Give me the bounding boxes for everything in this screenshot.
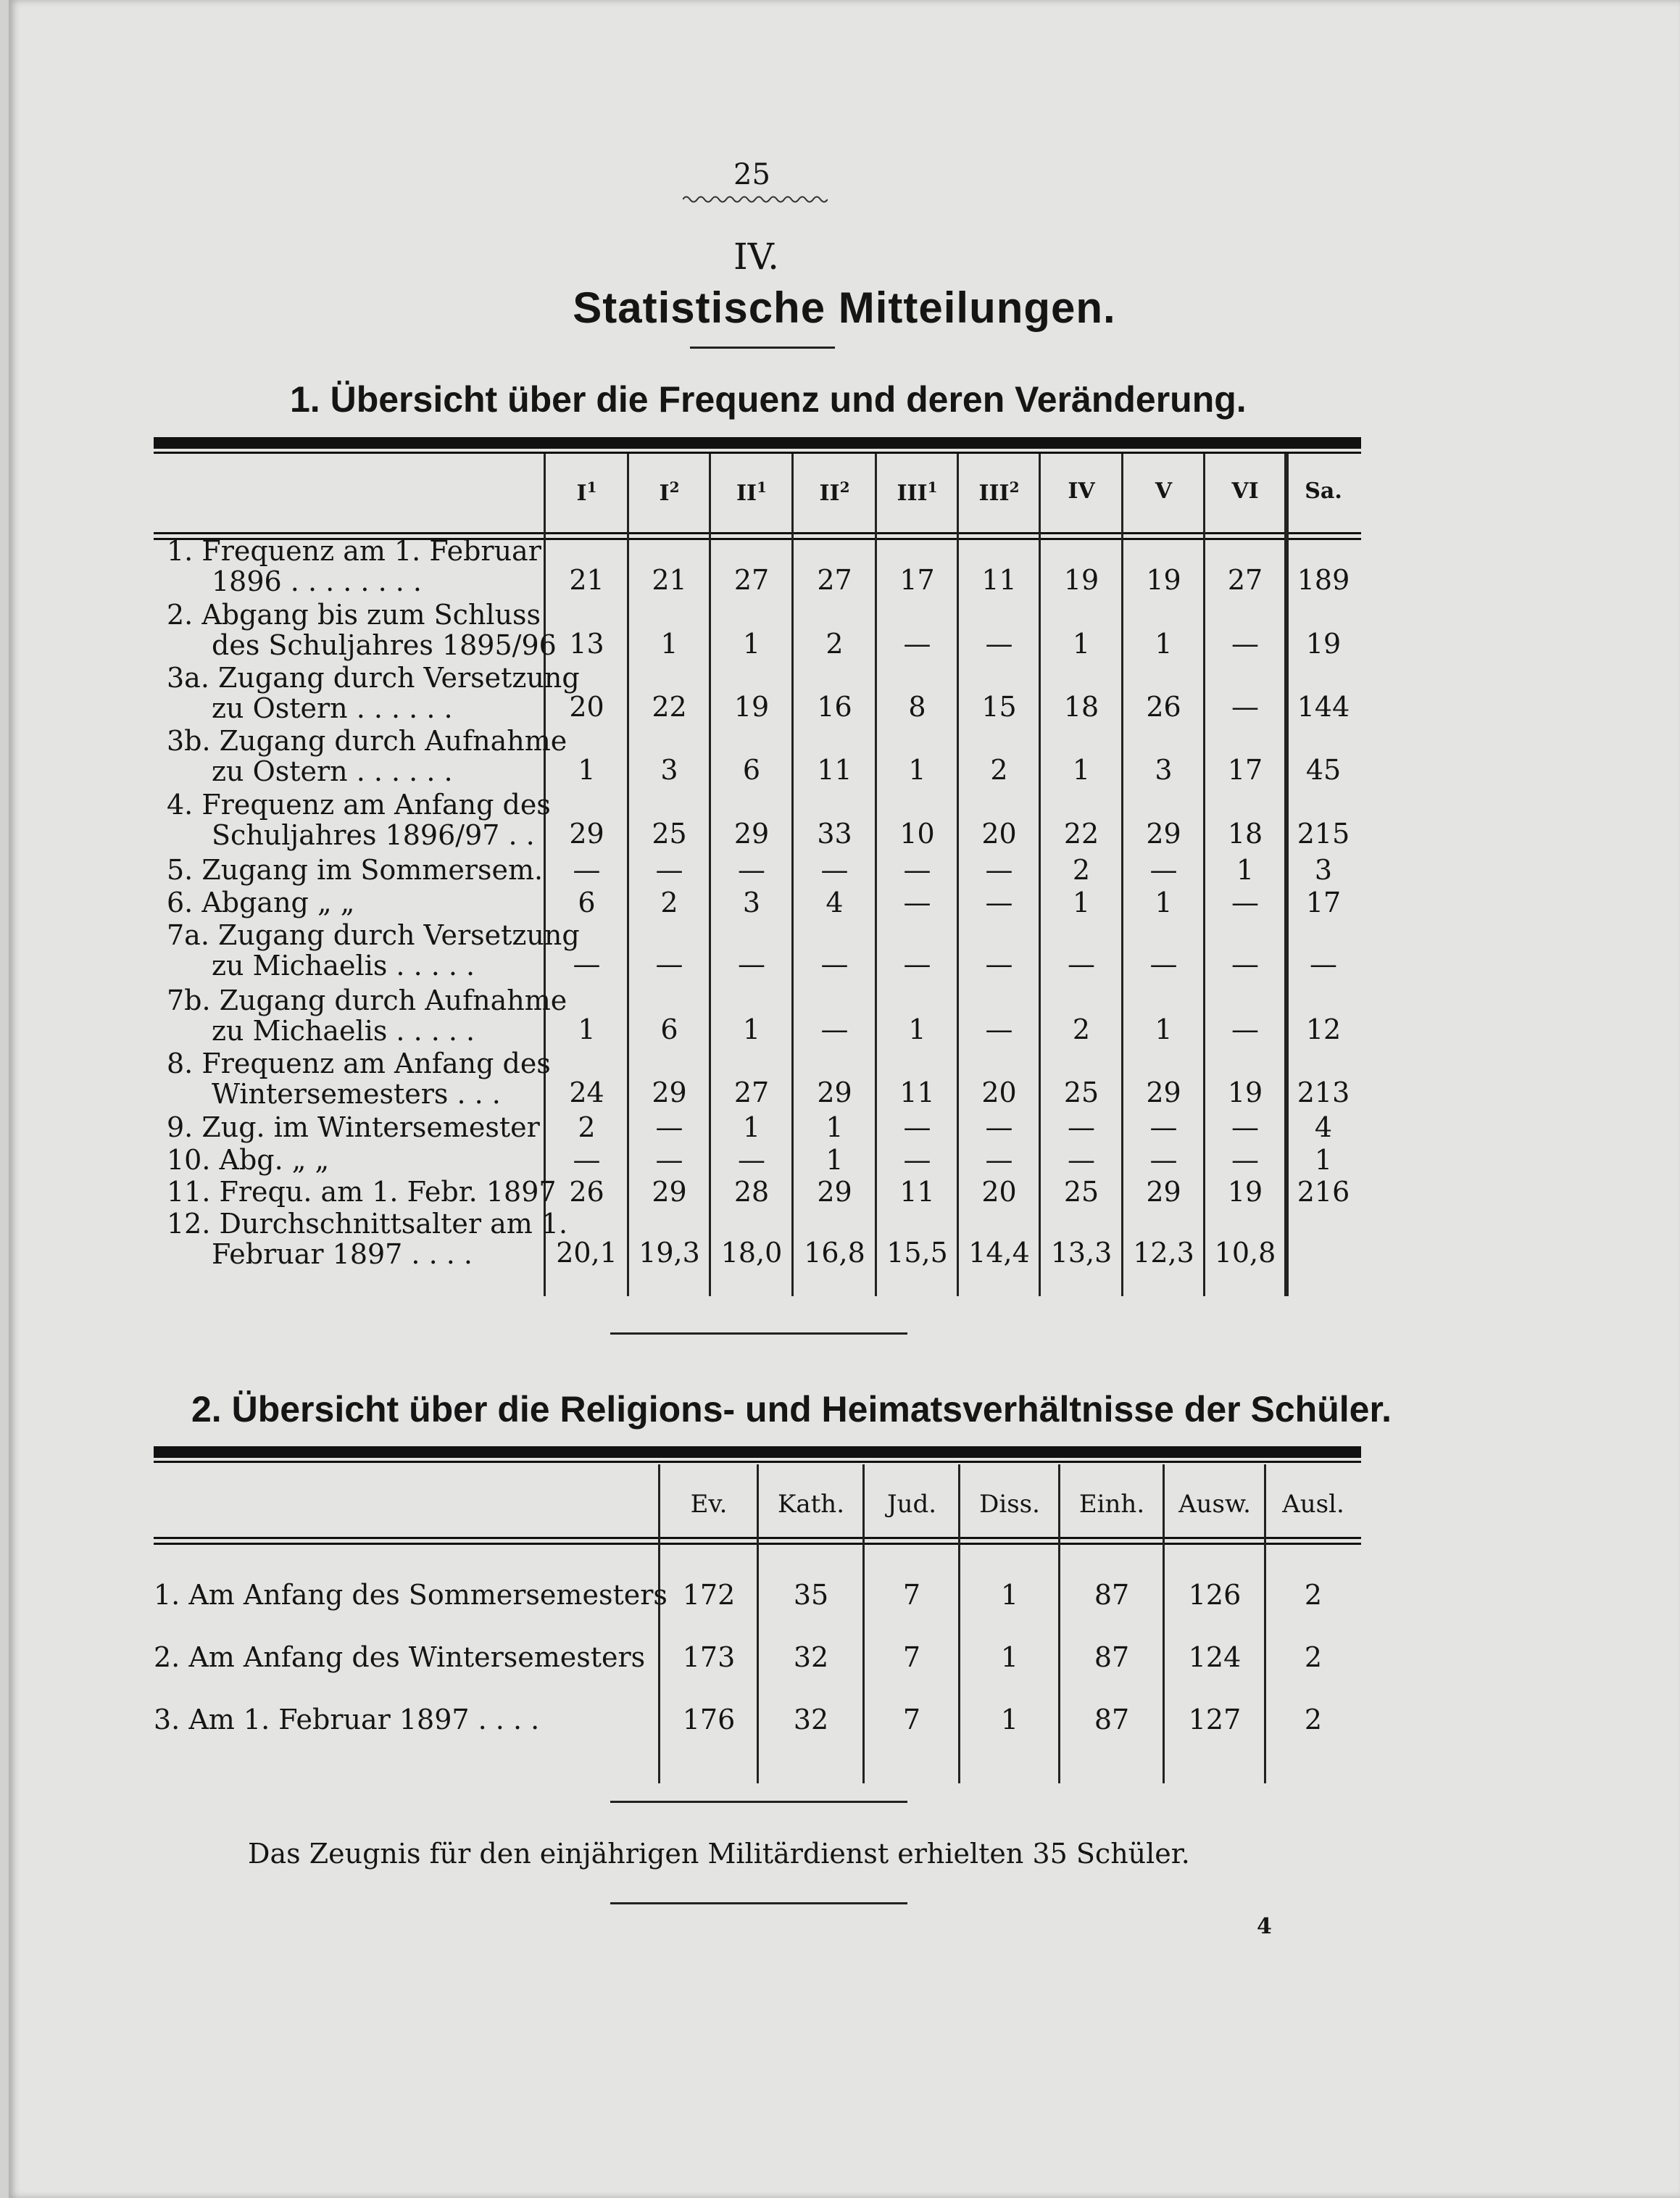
table2-cell: 1 [1000, 1641, 1019, 1673]
table2-cell: 2 [1304, 1579, 1323, 1611]
table1-row-label: 6. Abgang „ „ [167, 887, 355, 918]
table2-cell: 1 [1000, 1579, 1019, 1611]
table1-cell: — [655, 1111, 683, 1143]
table1-cell: 11 [817, 754, 852, 786]
table1-cell: 1 [908, 754, 926, 786]
table1-cell: 1 [1155, 1013, 1173, 1045]
table2-cell: 2 [1304, 1704, 1323, 1735]
table1-cell: — [1068, 948, 1095, 980]
table1-cell: — [985, 887, 1013, 918]
table2-column-header: Diss. [979, 1490, 1040, 1519]
table1-row-label: 7a. Zugang durch Versetzung [167, 919, 580, 951]
table2-cell: 1 [1000, 1704, 1019, 1735]
table1-cell: 19 [1063, 564, 1099, 596]
column-superscript: 1 [927, 478, 938, 496]
table1-row-label: 10. Abg. „ „ [167, 1144, 330, 1176]
table2-cell: 87 [1094, 1641, 1130, 1673]
table1-cell: 27 [817, 564, 852, 596]
table1-cell: 29 [652, 1176, 687, 1208]
table1-cell: 1 [908, 1013, 926, 1045]
table1-cell: 1 [660, 628, 678, 660]
page-title: Statistische Mitteilungen. [573, 283, 1116, 332]
table1-cell: 29 [652, 1077, 687, 1108]
table1-column-header: VI [1231, 478, 1259, 504]
table1-cell: — [985, 628, 1013, 660]
table1-column-header: IV [1068, 478, 1095, 504]
table1-cell: 19 [733, 691, 770, 723]
table1-cell: 13,3 [1050, 1237, 1113, 1269]
table1-cell: 29 [569, 818, 604, 850]
footnote: Das Zeugnis für den einjährigen Militärdienst erhielten 35 Schüler. [248, 1838, 1190, 1870]
table1-cell: 4 [826, 887, 844, 918]
table1-row-label: 1. Frequenz am 1. Februar [167, 535, 541, 567]
table1-cell: 19,3 [639, 1237, 700, 1269]
table1-cell: — [1231, 1144, 1259, 1176]
table2-cell: 127 [1188, 1704, 1242, 1735]
table1-row-label: 8. Frequenz am Anfang des [167, 1048, 551, 1079]
table1-cell: 2 [578, 1111, 596, 1143]
section1-heading: 1. Übersicht über die Frequenz und deren Veränderung. [290, 379, 1247, 420]
table1-cell: — [655, 948, 683, 980]
table1-row-label: zu Ostern . . . . . . [212, 755, 453, 787]
table1-column-header: $I^1$ [576, 478, 597, 506]
table1-cell: — [903, 887, 931, 918]
table1-cell: 17 [1305, 887, 1342, 918]
table1-cell: 20 [981, 1077, 1017, 1108]
table1-cell: — [1068, 1144, 1095, 1176]
table1-row-label: zu Michaelis . . . . . [212, 950, 475, 982]
table1-cell: — [985, 948, 1013, 980]
table1-cell: 3 [660, 754, 678, 786]
table1-cell: — [903, 854, 931, 886]
table1-column-header: Sa. [1305, 478, 1342, 504]
table1-cell: 24 [569, 1077, 604, 1108]
table1-column-header: $II^2$ [819, 478, 850, 506]
table1-cell: 215 [1297, 818, 1350, 850]
table1-cell: 14,4 [968, 1237, 1030, 1269]
table1-cell: 1 [1314, 1144, 1333, 1176]
table1-cell: 12,3 [1133, 1237, 1194, 1269]
table1-cell: 19 [1146, 564, 1181, 596]
table1-cell: 25 [652, 818, 687, 850]
table1-cell: — [820, 1013, 849, 1045]
table1-cell: 45 [1305, 754, 1342, 786]
table1-cell: 1 [1072, 754, 1091, 786]
table1-cell: 4 [1314, 1111, 1333, 1143]
table1-cell: — [738, 1144, 765, 1176]
table1-cell: 11 [899, 1176, 935, 1208]
table1-cell: 27 [733, 564, 770, 596]
table2-cell: 7 [902, 1704, 921, 1735]
table2-cell: 87 [1094, 1704, 1130, 1735]
table2-cell: 7 [902, 1641, 921, 1673]
table1-cell: — [1231, 691, 1259, 723]
table1-column-header: $I^2$ [659, 478, 680, 506]
table1-top-rule-thin [154, 452, 1361, 454]
table1-cell: 3 [742, 887, 761, 918]
table1-cell: 17 [899, 564, 935, 596]
table1-cell: 1 [578, 754, 596, 786]
table1-cell: 29 [817, 1176, 852, 1208]
table2-top-rule-thick [154, 1446, 1361, 1458]
table1-cell: 20 [569, 691, 604, 723]
document-page [9, 0, 1680, 2198]
table1-cell: 1 [826, 1144, 844, 1176]
table1-cell: — [1149, 1144, 1178, 1176]
table1-cell: 18 [1063, 691, 1099, 723]
table1-cell: — [985, 1111, 1013, 1143]
table2-column-header: Kath. [777, 1490, 845, 1519]
table2-column-header: Jud. [886, 1490, 937, 1519]
table2-cell: 172 [682, 1579, 736, 1611]
table1-cell: 3 [1314, 854, 1333, 886]
table1-cell: 27 [733, 1077, 770, 1108]
table2-cell: 173 [682, 1641, 736, 1673]
table1-cell: — [985, 1013, 1013, 1045]
table1-cell: 2 [990, 754, 1008, 786]
table2-cell: 32 [793, 1704, 829, 1735]
column-superscript: 1 [586, 478, 597, 496]
table1-cell: 1 [742, 1013, 761, 1045]
title-rule [690, 347, 835, 349]
table1-cell: — [655, 1144, 683, 1176]
column-superscript: 1 [757, 478, 767, 496]
table1-row-label: Schuljahres 1896/97 . . [212, 819, 535, 851]
column-superscript: 2 [839, 478, 850, 496]
separator-rule [610, 1332, 907, 1335]
table1-cell: 27 [1227, 564, 1263, 596]
column-superscript: 2 [1009, 478, 1020, 496]
table1-cell: 144 [1297, 691, 1350, 723]
table1-cell: 25 [1063, 1176, 1099, 1208]
table1-cell: — [1231, 948, 1259, 980]
table1-cell: — [738, 854, 765, 886]
table1-cell: — [1231, 1111, 1259, 1143]
table1-cell: 29 [1146, 1176, 1181, 1208]
table1-row-label: 12. Durchschnittsalter am 1. [167, 1208, 568, 1240]
table1-cell: 17 [1227, 754, 1263, 786]
table1-cell: 10 [899, 818, 935, 850]
table1-cell: 19 [1227, 1176, 1263, 1208]
table1-cell: 28 [733, 1176, 770, 1208]
table2-cell: 87 [1094, 1579, 1130, 1611]
section2-heading: 2. Übersicht über die Religions- und Heimatsverhältnisse der Schüler. [191, 1389, 1392, 1430]
table1-cell: 25 [1063, 1077, 1099, 1108]
table1-cell: — [573, 948, 601, 980]
table1-row-label: Februar 1897 . . . . [212, 1238, 473, 1270]
table1-cell: — [903, 1144, 931, 1176]
table1-cell: — [903, 628, 931, 660]
table1-cell: 1 [1155, 628, 1173, 660]
table2-column-header: Ev. [690, 1490, 728, 1519]
table1-row-label: 3a. Zugang durch Versetzung [167, 662, 580, 694]
table2-cell: 2 [1304, 1641, 1323, 1673]
table2-cell: 7 [902, 1579, 921, 1611]
table2-top-rule-thin [154, 1461, 1361, 1463]
table1-cell: 1 [1072, 628, 1091, 660]
table1-row-label: 4. Frequenz am Anfang des [167, 789, 551, 821]
table2-row-label: 3. Am 1. Februar 1897 . . . . [154, 1704, 540, 1735]
table1-row-label: 9. Zug. im Wintersemester [167, 1111, 540, 1143]
table1-cell: 12 [1305, 1013, 1342, 1045]
table1-cell: 20,1 [556, 1237, 617, 1269]
table1-cell: — [1310, 948, 1337, 980]
table1-cell: 29 [1146, 1077, 1181, 1108]
chapter-number: IV. [733, 236, 780, 278]
table1-cell: 18,0 [720, 1237, 783, 1269]
signature-mark: 4 [1257, 1914, 1272, 1939]
table1-cell: — [1231, 887, 1259, 918]
table2-cell: 176 [682, 1704, 736, 1735]
table1-cell: — [1068, 1111, 1095, 1143]
table1-top-rule-thick [154, 437, 1361, 449]
table1-cell: 2 [826, 628, 844, 660]
table2-cell: 32 [793, 1641, 829, 1673]
table1-cell: — [655, 854, 683, 886]
table1-row-label: 5. Zugang im Sommersem. [167, 854, 544, 886]
table2-row-label: 1. Am Anfang des Sommersemesters [154, 1579, 668, 1611]
table1-cell: — [1149, 1111, 1178, 1143]
table1-cell: 26 [569, 1176, 604, 1208]
table1-cell: — [903, 948, 931, 980]
table1-cell: 1 [742, 1111, 761, 1143]
table1-cell: 1 [1155, 887, 1173, 918]
table1-row-label: 7b. Zugang durch Aufnahme [167, 984, 567, 1016]
table1-row-label: 11. Frequ. am 1. Febr. 1897 [167, 1176, 557, 1208]
table1-row-label: 3b. Zugang durch Aufnahme [167, 725, 567, 757]
table1-cell: 16 [817, 691, 852, 723]
table1-cell: — [1231, 1013, 1259, 1045]
table2-row-label: 2. Am Anfang des Wintersemesters [154, 1641, 646, 1673]
table1-cell: 19 [1227, 1077, 1263, 1108]
table1-cell: — [903, 1111, 931, 1143]
table2-cell: 35 [793, 1579, 829, 1611]
page-number: 25 [733, 158, 770, 191]
table1-cell: 6 [742, 754, 761, 786]
table1-cell: 6 [578, 887, 596, 918]
table1-cell: 1 [1072, 887, 1091, 918]
table2-cell: 126 [1188, 1579, 1242, 1611]
table1-cell: 13 [569, 628, 604, 660]
table1-cell: 19 [1305, 628, 1342, 660]
table1-cell: — [738, 948, 765, 980]
table1-column-header: III$^1$ [897, 478, 938, 506]
table1-cell: 2 [1072, 854, 1091, 886]
table1-cell: 1 [578, 1013, 596, 1045]
table1-cell: 11 [899, 1077, 935, 1108]
table2-column-header: Ausl. [1282, 1490, 1344, 1519]
table1-cell: 1 [1236, 854, 1255, 886]
table1-cell: 11 [981, 564, 1017, 596]
table1-row-label: Wintersemesters . . . [212, 1078, 501, 1110]
table1-cell: 22 [652, 691, 687, 723]
table1-cell: 18 [1227, 818, 1263, 850]
table1-cell: 26 [1146, 691, 1181, 723]
table2-cell: 124 [1188, 1641, 1242, 1673]
table1-cell: 1 [742, 628, 761, 660]
table1-cell: — [820, 948, 849, 980]
table1-cell: 216 [1297, 1176, 1350, 1208]
table1-row-label: zu Michaelis . . . . . [212, 1015, 475, 1047]
wavy-rule [683, 194, 828, 204]
table1-cell: 15,5 [886, 1237, 948, 1269]
table1-cell: 15 [981, 691, 1017, 723]
table1-cell: — [985, 854, 1013, 886]
column-superscript: 2 [669, 478, 680, 496]
table1-cell: 8 [908, 691, 926, 723]
table1-cell: 20 [981, 818, 1017, 850]
table1-cell: — [573, 1144, 601, 1176]
table1-header-rule [154, 532, 1361, 534]
table1-cell: 33 [817, 818, 852, 850]
table1-cell: — [1149, 948, 1178, 980]
table1-cell: — [1231, 628, 1259, 660]
table1-cell: — [985, 1144, 1013, 1176]
table1-cell: — [1149, 854, 1178, 886]
table2-column-header: Einh. [1078, 1490, 1145, 1519]
table1-row-label: 1896 . . . . . . . . [212, 565, 422, 597]
table1-cell: 2 [1072, 1013, 1091, 1045]
table2-column-header: Ausw. [1178, 1490, 1251, 1519]
table1-row-label: des Schuljahres 1895/96 [212, 629, 557, 661]
table1-cell: 3 [1155, 754, 1173, 786]
separator-rule-2 [610, 1801, 907, 1803]
table1-column-header: III$^2$ [978, 478, 1020, 506]
table1-cell: 213 [1297, 1077, 1350, 1108]
table1-cell: 29 [817, 1077, 852, 1108]
table1-cell: 189 [1297, 564, 1350, 596]
table1-row-label: zu Ostern . . . . . . [212, 692, 453, 724]
table1-cell: 10,8 [1214, 1237, 1276, 1269]
table1-cell: — [573, 854, 601, 886]
separator-rule-3 [610, 1902, 907, 1904]
table1-cell: 22 [1063, 818, 1099, 850]
table1-cell: — [820, 854, 849, 886]
table1-row-label: 2. Abgang bis zum Schluss [167, 599, 541, 631]
table1-cell: 1 [826, 1111, 844, 1143]
table1-cell: 21 [569, 564, 604, 596]
table1-column-header: V [1155, 478, 1173, 504]
table1-column-header: $II^1$ [736, 478, 767, 506]
table1-cell: 6 [660, 1013, 678, 1045]
table1-cell: 29 [1146, 818, 1181, 850]
table1-cell: 29 [733, 818, 770, 850]
table1-cell: 2 [660, 887, 678, 918]
table1-cell: 16,8 [804, 1237, 865, 1269]
table1-cell: 21 [652, 564, 687, 596]
table1-cell: 20 [981, 1176, 1017, 1208]
